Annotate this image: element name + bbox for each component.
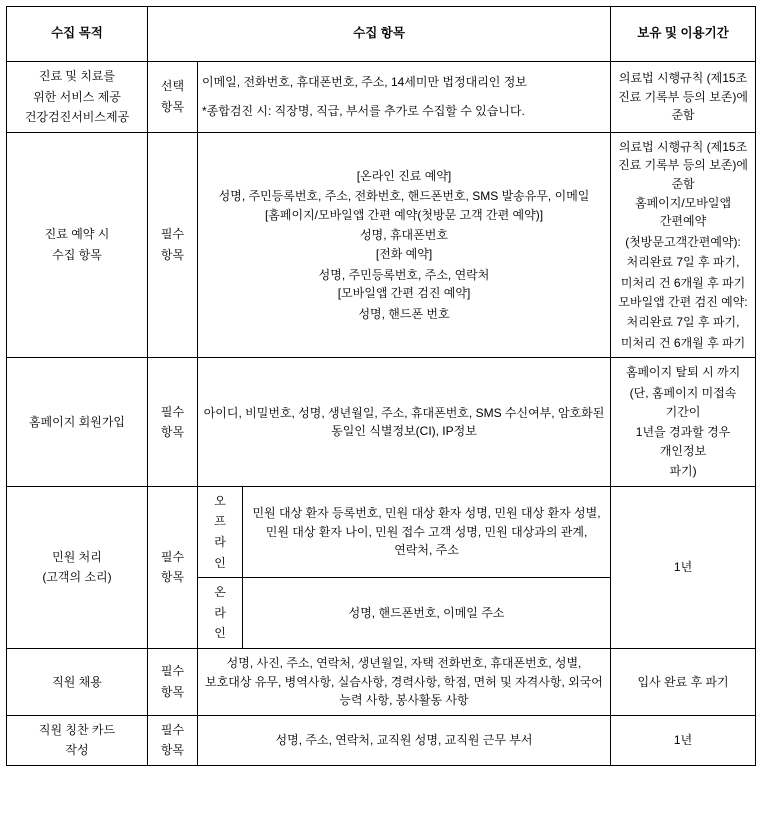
table-row — [7, 486, 756, 577]
cell-purpose: 직원 채용 — [7, 649, 148, 716]
items-group — [202, 245, 606, 284]
purpose-line: 진료 예약 시 — [44, 227, 110, 242]
kind-line: 항목 — [160, 684, 185, 699]
table-header-row — [7, 7, 756, 62]
items-line: 민원 대상 환자 등록번호, 민원 대상 환자 성명, 민원 대상 환자 성별, 민원 대상 환자 나이, 민원 접수 고객 성명, 민원 대상과의 관계, 연락처, 주소 — [252, 506, 601, 558]
kind-line: 선택 — [160, 79, 185, 94]
channel-char: 오 — [214, 493, 226, 508]
channel-char: 인 — [214, 555, 226, 570]
purpose-line: 작성 — [65, 743, 89, 758]
kind-line: 필수 — [160, 722, 185, 737]
channel-char: 라 — [214, 535, 226, 550]
channel-char: 라 — [214, 605, 226, 620]
kind-line: 항목 — [160, 425, 185, 440]
cell-items — [243, 486, 611, 577]
items-group-title: [모바일앱 간편 검진 예약] — [337, 286, 471, 301]
period-line: 의료법 시행규칙 (제15조 진료 기록부 등의 보존)에 준함 — [618, 139, 748, 191]
cell-collection-kind — [148, 62, 198, 133]
table-body — [7, 62, 756, 766]
items-group — [202, 284, 606, 323]
period-line: 처리완료 7일 후 파기, — [626, 315, 740, 330]
purpose-line: 민원 처리 — [52, 549, 102, 564]
header-items: 수집 항목 — [148, 7, 611, 62]
table-row — [7, 358, 756, 487]
purpose-line: (고객의 소리) — [42, 570, 112, 585]
privacy-collection-table — [6, 6, 756, 766]
period-line: 모바일앱 간편 검진 예약: — [618, 294, 748, 309]
items-line: 성명, 사진, 주소, 연락처, 생년월일, 자택 전화번호, 휴대폰번호, 성별, 보호대상 유무, 병역사항, 실슴사항, 경력사항, 학점, 면허 및 자격사항, 외국어 능력 사항, 봉사활동 사항 — [205, 656, 603, 708]
cell-purpose: 홈페이지 회원가입 — [7, 358, 148, 487]
cell-purpose — [7, 62, 148, 133]
items-line: 아이디, 비밀번호, 성명, 생년월일, 주소, 휴대폰번호, SMS 수신여부, 암호화된 동일인 식별정보(CI), IP정보 — [203, 405, 605, 439]
items-group-body: 성명, 핸드폰 번호 — [358, 306, 450, 321]
items-group-body: 성명, 주민등록번호, 주소, 연락처 — [318, 267, 490, 282]
period-line: (첫방문고객간편예약): — [625, 234, 741, 249]
kind-line: 항목 — [160, 248, 185, 263]
period-line: 1년을 경과할 경우 개인정보 — [635, 425, 731, 458]
table-row — [7, 62, 756, 133]
items-line: 성명, 주소, 연락처, 교직원 성명, 교직원 근무 부서 — [275, 733, 533, 748]
period-group — [615, 293, 751, 353]
cell-items — [198, 132, 611, 358]
cell-collection-kind — [148, 132, 198, 358]
period-line: 홈페이지 탈퇴 시 까지 — [625, 365, 741, 380]
period-line: 파기) — [669, 464, 697, 479]
items-line: *종합검진 시: 직장명, 직급, 부서를 추가로 수집할 수 있습니다. — [202, 104, 525, 119]
cell-period — [611, 132, 756, 358]
table-row — [7, 649, 756, 716]
spacer — [202, 91, 606, 102]
table-header — [7, 7, 756, 62]
kind-line: 항목 — [160, 743, 185, 758]
header-purpose: 수집 목적 — [7, 7, 148, 62]
purpose-line: 건강검진서비스제공 — [24, 110, 130, 125]
cell-items — [198, 62, 611, 133]
items-group-body: 성명, 주민등록번호, 주소, 전화번호, 핸드폰번호, SMS 발송유무, 이메일 — [218, 189, 590, 204]
channel-char: 프 — [214, 514, 226, 529]
kind-line: 필수 — [160, 404, 185, 419]
period-line: (단, 홈페이지 미접속 기간이 — [629, 385, 737, 419]
cell-items — [198, 649, 611, 716]
kind-line: 항목 — [160, 570, 185, 585]
cell-period — [611, 358, 756, 487]
items-group — [202, 167, 606, 206]
channel-char: 인 — [214, 626, 226, 641]
cell-items — [198, 715, 611, 765]
cell-collection-kind — [148, 358, 198, 487]
cell-purpose — [7, 715, 148, 765]
period-group — [615, 138, 751, 194]
cell-items — [243, 578, 611, 649]
cell-period — [611, 62, 756, 133]
cell-collection-kind — [148, 649, 198, 716]
items-group — [202, 206, 606, 245]
purpose-line: 직원 칭찬 카드 — [38, 722, 116, 737]
period-line: 1년 — [673, 733, 693, 748]
items-group-body: 성명, 휴대폰번호 — [360, 228, 448, 243]
period-group — [615, 194, 751, 293]
header-period: 보유 및 이용기간 — [611, 7, 756, 62]
kind-line: 필수 — [160, 549, 185, 564]
cell-items — [198, 358, 611, 487]
purpose-line: 위한 서비스 제공 — [33, 89, 121, 104]
purpose-line: 진료 및 치료를 — [38, 69, 116, 83]
cell-purpose — [7, 132, 148, 358]
period-line: 입사 완료 후 파기 — [637, 674, 729, 689]
cell-period — [611, 486, 756, 648]
period-line: 처리완료 7일 후 파기, — [626, 255, 740, 270]
period-line: 미처리 건 6개월 후 파기 — [620, 335, 746, 350]
kind-line: 필수 — [160, 227, 185, 242]
cell-period — [611, 715, 756, 765]
items-line: 이메일, 전화번호, 휴대폰번호, 주소, 14세미만 법정대리인 정보 — [202, 74, 527, 89]
cell-channel-offline — [198, 486, 243, 577]
cell-period — [611, 649, 756, 716]
kind-line: 필수 — [160, 664, 185, 679]
channel-char: 온 — [214, 585, 226, 600]
purpose-line: 수집 항목 — [52, 248, 102, 263]
items-group-title: [온라인 진료 예약] — [356, 168, 452, 183]
cell-purpose — [7, 486, 148, 648]
items-group-title: [홈페이지/모바일앱 간편 예약(첫방문 고객 간편 예약)] — [264, 207, 544, 222]
items-group-title: [전화 예약] — [375, 247, 433, 262]
table-row — [7, 132, 756, 358]
kind-line: 항목 — [160, 99, 185, 114]
cell-collection-kind — [148, 486, 198, 648]
period-line: 홈페이지/모바일앱 간편예약 — [634, 195, 732, 229]
period-line: 미처리 건 6개월 후 파기 — [620, 275, 746, 290]
cell-collection-kind — [148, 715, 198, 765]
period-line: 1년 — [673, 560, 693, 575]
table-row — [7, 715, 756, 765]
cell-channel-online — [198, 578, 243, 649]
period-line: 의료법 시행규칙 (제15조 진료 기록부 등의 보존)에 준함 — [618, 71, 748, 123]
items-line: 성명, 핸드폰번호, 이메일 주소 — [348, 605, 505, 620]
